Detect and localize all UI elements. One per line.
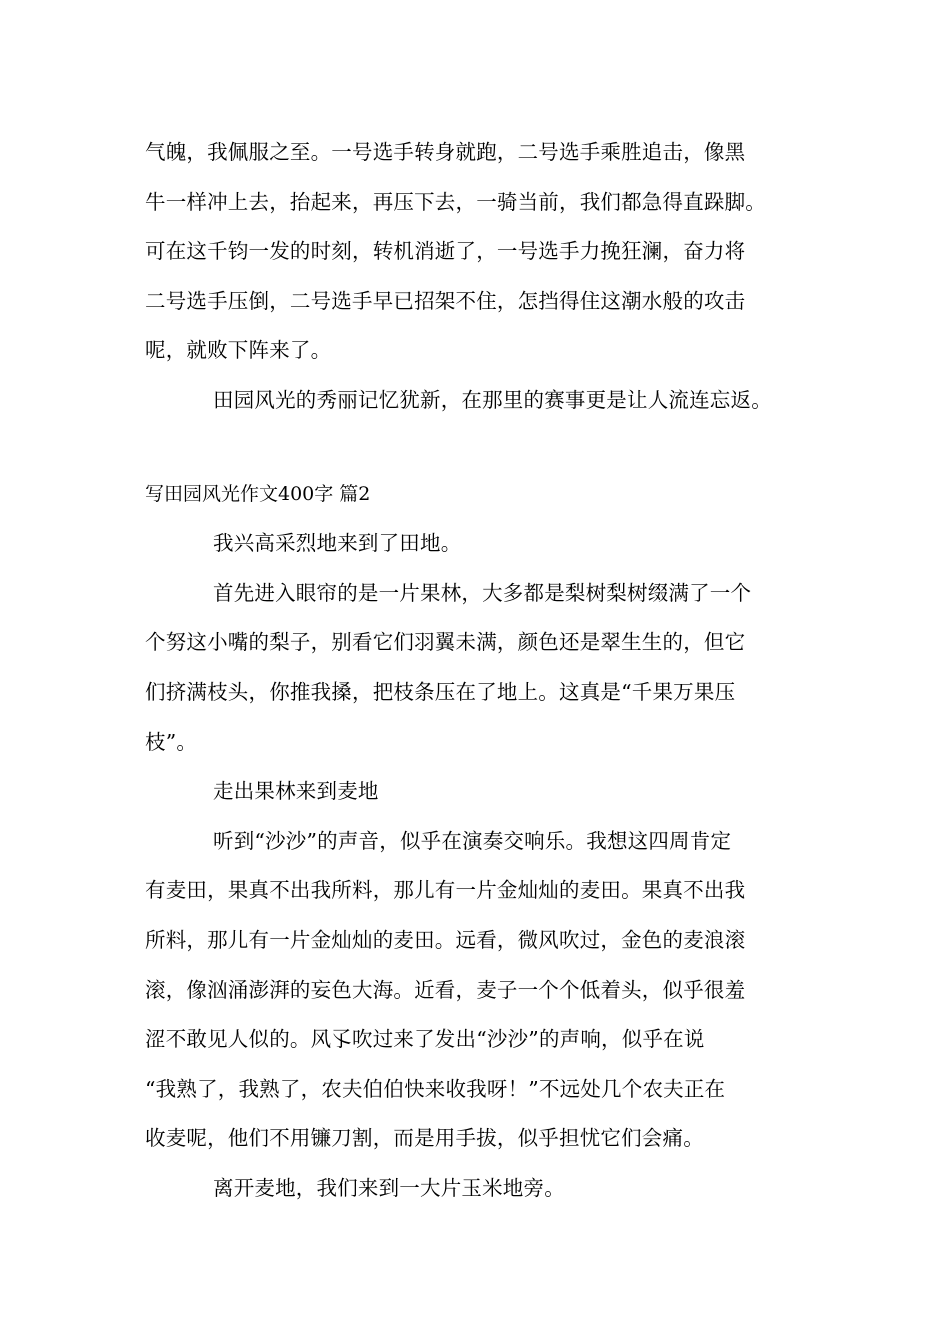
- document-page: [145, 128, 817, 1213]
- text-line: 个努这小嘴的梨子，别看它们羽翼未满，颜色还是翠生生的，但它: [145, 630, 746, 655]
- paragraph: [145, 767, 817, 817]
- paragraph: [145, 128, 817, 376]
- text-line: 所料，那儿有一片金灿灿的麦田。远看，微风吹过，金色的麦浪滚: [145, 927, 746, 952]
- text-line: 可在这千钧一发的时刻，转机消逝了，一号选手力挽狂澜，奋力将: [145, 239, 746, 264]
- section-gap: [145, 426, 817, 470]
- text-line: 牛一样冲上去，抬起来，再压下去，一骑当前，我们都急得直跺脚。: [145, 189, 766, 214]
- text-line: 听到“沙沙”的声音，似乎在演奏交响乐。我想这四周肯定: [213, 828, 732, 853]
- paragraph: [145, 519, 817, 569]
- text-line: 滚，像汹涌澎湃的妄色大海。近看，麦子一个个低着头，似乎很羞: [145, 977, 746, 1002]
- text-line: 枝”。: [145, 729, 198, 754]
- text-line: 首先进入眼帘的是一片果林，大多都是梨树梨树缀满了一个: [213, 580, 752, 605]
- text-line: 气魄，我佩服之至。一号选手转身就跑，二号选手乘胜追击，像黑: [145, 140, 746, 164]
- text-line: 呢，就败下阵来了。: [145, 338, 332, 363]
- paragraph: [145, 817, 817, 1164]
- text-line: 涩不敢见人似的。风孓吹过来了发出“沙沙”的声响，似乎在说: [145, 1027, 705, 1052]
- paragraph: [145, 376, 817, 426]
- text-line: 离开麦地，我们来到一大片玉米地旁。: [213, 1175, 565, 1200]
- paragraph: [145, 569, 817, 767]
- text-line: 二号选手压倒，二号选手早已招架不住，怎挡得住这潮水般的攻击: [145, 288, 746, 313]
- text-line: 有麦田，果真不出我所料，那儿有一片金灿灿的麦田。果真不出我: [145, 878, 746, 903]
- text-line: “我熟了，我熟了，农夫伯伯快来收我呀！”不远处几个农夫正在: [145, 1076, 726, 1101]
- paragraph: [145, 1164, 817, 1214]
- text-line: 我兴高采烈地来到了田地。: [213, 531, 462, 556]
- text-line: 们挤满枝头，你推我搡，把枝条压在了地上。这真是“千果万果压: [145, 679, 736, 704]
- text-line: 田园风光的秀丽记忆犹新，在那里的赛事更是让人流连忘返。: [213, 387, 772, 412]
- section-heading: 写田园风光作文400字 篇2: [145, 482, 371, 505]
- text-line: 收麦呢，他们不用镰刀割，而是用手拔，似乎担忧它们会痛。: [145, 1126, 704, 1151]
- text-line: 走出果林来到麦地: [213, 779, 379, 804]
